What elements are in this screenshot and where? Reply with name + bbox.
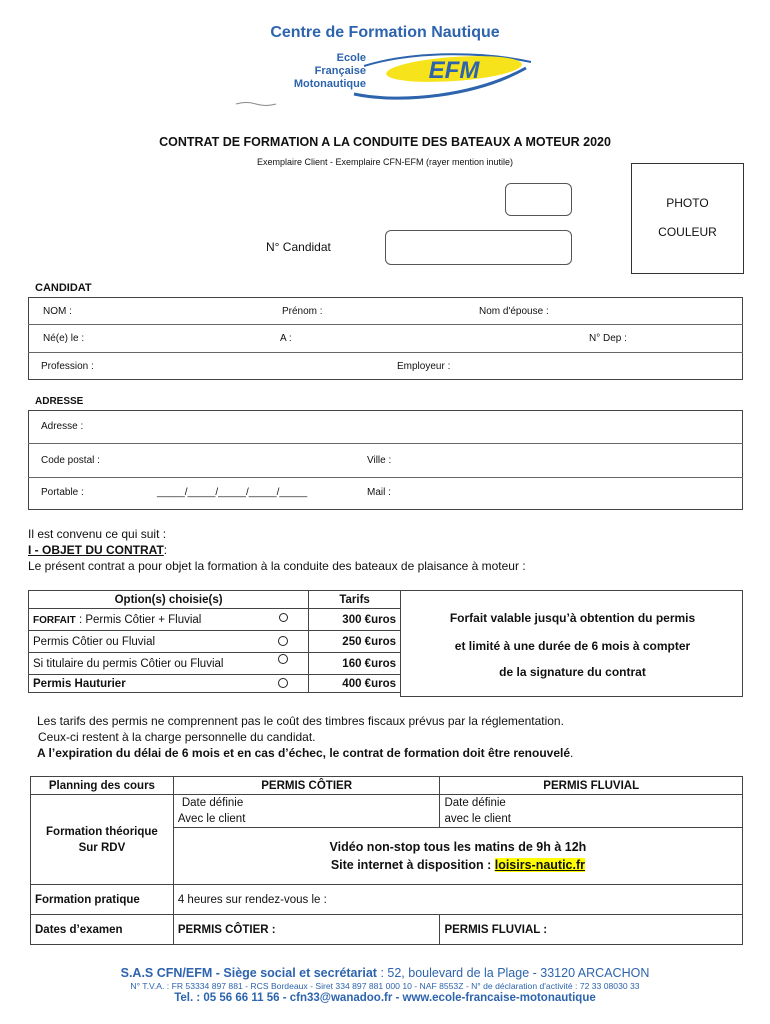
examen-cotier[interactable]: PERMIS CÔTIER :	[173, 915, 440, 945]
efm-logo	[226, 48, 556, 110]
forfait-note-line-1: Forfait valable jusqu’à obtention du permis	[449, 611, 696, 625]
photo-box	[631, 163, 744, 274]
notes-line-1: Les tarifs des permis ne comprennent pas le coût des timbres fiscaux prévus par la réglementation.	[37, 714, 564, 728]
logo-school-line-1: Ecole	[336, 52, 366, 64]
option-price: 300 €uros	[309, 609, 401, 631]
option-price: 160 €uros	[309, 653, 401, 675]
options-header-tarifs: Tarifs	[309, 591, 401, 609]
option-row[interactable]	[29, 631, 401, 653]
footer-address	[0, 966, 770, 980]
option-radio[interactable]	[279, 613, 288, 622]
contract-subtitle: Exemplaire Client - Exemplaire CFN-EFM (rayer mention inutile)	[256, 157, 514, 167]
option-row[interactable]	[29, 675, 401, 693]
examen-label: Dates d’examen	[31, 915, 174, 945]
contract-title: CONTRAT DE FORMATION A LA CONDUITE DES BATEAUX A MOTEUR 2020	[159, 135, 611, 149]
examen-fluvial[interactable]: PERMIS FLUVIAL :	[440, 915, 743, 945]
profession-field[interactable]: Profession :	[41, 361, 94, 372]
video-line: Vidéo non-stop tous les matins de 9h à 12h	[329, 840, 587, 854]
planning-theorique-row	[31, 795, 743, 828]
fluvial-avec-client: avec le client	[444, 813, 511, 825]
birth-place-field[interactable]: A :	[280, 333, 292, 344]
forfait-note-line-2: et limité à une durée de 6 mois à compter	[454, 639, 691, 653]
option-label-bold: Permis Hauturier	[33, 677, 126, 690]
fluvial-date-definie: Date définie	[444, 797, 506, 809]
site-line	[178, 856, 738, 874]
nom-field[interactable]: NOM :	[43, 306, 72, 317]
nom-epouse-field[interactable]: Nom d'épouse :	[479, 306, 549, 317]
options-header-row	[29, 591, 401, 609]
planning-examen-row	[31, 915, 743, 945]
option-price: 250 €uros	[309, 631, 401, 653]
notes-line-3-text: A l’expiration du délai de 6 mois et en cas d’échec, le contrat de formation doit être renouvelé	[37, 746, 571, 760]
ville-field[interactable]: Ville :	[367, 455, 392, 466]
objet-description: Le présent contrat a pour objet la formation à la conduite des bateaux de plaisance à moteur :	[28, 559, 526, 573]
logo-title: Centre de Formation Nautique	[270, 24, 500, 41]
photo-color-label: COULEUR	[658, 225, 717, 239]
departement-field[interactable]: N° Dep :	[589, 333, 627, 344]
footer-legal: N° T.V.A. : FR 53334 897 881 - RCS Bordeaux - Siret 334 897 881 000 10 - NAF 8553Z - N° de déclaration d'activité : 72 33 08030 33	[130, 981, 640, 991]
footer-company: S.A.S CFN/EFM - Siège social et secrétariat	[120, 966, 377, 980]
objet-colon: :	[163, 543, 168, 557]
footer-contact: Tel. : 05 56 66 11 56 - cfn33@wanadoo.fr - www.ecole-francaise-motonautique	[174, 992, 596, 1004]
adresse-heading: ADRESSE	[35, 396, 84, 407]
birth-date-field[interactable]: Né(e) le :	[43, 333, 85, 344]
code-postal-field[interactable]: Code postal :	[41, 455, 100, 466]
footer-address-text: : 52, boulevard de la Plage - 33120 ARCACHON	[376, 966, 650, 980]
adresse-field[interactable]: Adresse :	[41, 421, 84, 432]
planning-pratique-row	[31, 885, 743, 915]
option-row[interactable]	[29, 653, 401, 675]
notes-line-3	[37, 746, 573, 760]
candidat-heading: CANDIDAT	[35, 282, 92, 294]
mail-field[interactable]: Mail :	[367, 487, 391, 498]
cotier-date-definie: Date définie	[181, 797, 244, 809]
portable-mask: _____/_____/_____/_____/_____	[157, 487, 308, 498]
option-radio[interactable]	[278, 654, 288, 664]
pratique-value[interactable]: 4 heures sur rendez-vous le :	[173, 885, 742, 915]
candidat-frame	[28, 297, 743, 380]
option-price: 400 €uros	[309, 675, 401, 693]
option-label: Si titulaire du permis Côtier ou Fluvial	[33, 657, 224, 670]
option-label-bold: FORFAIT	[33, 614, 76, 626]
candidat-divider-2	[28, 352, 743, 353]
planning-header-fluvial: PERMIS FLUVIAL	[440, 777, 743, 795]
options-header-option: Option(s) choisie(s)	[29, 591, 309, 609]
planning-header-row	[31, 777, 743, 795]
adresse-divider-1	[28, 443, 743, 444]
options-table	[28, 590, 401, 693]
logo-brand-text: EFM	[428, 57, 480, 84]
site-link[interactable]: loisirs-nautic.fr	[494, 858, 586, 872]
portable-field[interactable]: Portable :	[41, 487, 84, 498]
pratique-label: Formation pratique	[31, 885, 174, 915]
intro-line: Il est convenu ce qui suit :	[28, 527, 167, 541]
cotier-avec-client: Avec le client	[177, 813, 246, 825]
option-label: Permis Côtier ou Fluvial	[33, 635, 156, 648]
option-row[interactable]	[29, 609, 401, 631]
theorique-label-1: Formation théorique	[46, 825, 158, 838]
objet-heading: I - OBJET DU CONTRAT	[28, 543, 164, 557]
option-radio[interactable]	[278, 678, 288, 688]
option-label: : Permis Côtier + Fluvial	[75, 613, 202, 626]
objet-heading-line	[28, 543, 167, 557]
prenom-field[interactable]: Prénom :	[282, 306, 323, 317]
logo-school-line-2: Française	[314, 65, 366, 77]
candidate-number-label: N° Candidat	[266, 240, 331, 254]
forfait-note-line-3: de la signature du contrat	[499, 665, 646, 679]
candidate-number-field[interactable]	[385, 230, 572, 265]
planning-table	[30, 776, 743, 945]
forfait-note-box	[400, 590, 743, 697]
photo-label: PHOTO	[666, 196, 709, 210]
site-prefix: Site internet à disposition :	[330, 858, 495, 872]
copy-marker-box[interactable]	[505, 183, 572, 216]
theorique-label-2: Sur RDV	[78, 841, 126, 854]
adresse-divider-2	[28, 477, 743, 478]
employeur-field[interactable]: Employeur :	[397, 361, 451, 372]
notes-line-3-end: .	[570, 746, 574, 760]
candidat-divider-1	[28, 324, 743, 325]
logo-school-line-3: Motonautique	[293, 78, 366, 90]
planning-header-col1: Planning des cours	[31, 777, 174, 795]
notes-line-2: Ceux-ci restent à la charge personnelle du candidat.	[38, 730, 316, 744]
option-radio[interactable]	[278, 636, 288, 646]
planning-header-cotier: PERMIS CÔTIER	[173, 777, 440, 795]
